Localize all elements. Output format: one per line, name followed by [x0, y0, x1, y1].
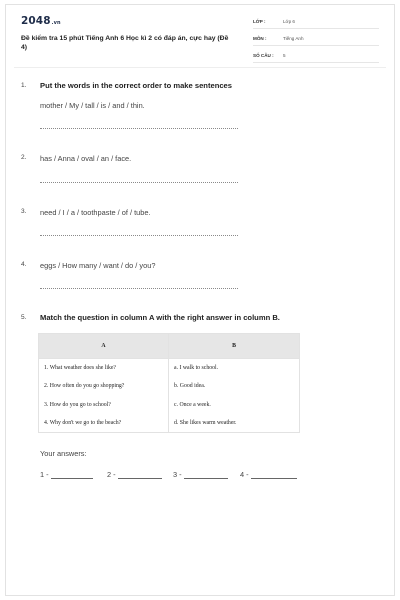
answer-dotted-line[interactable]	[40, 235, 238, 236]
table-row	[39, 359, 300, 378]
meta-value: Lớp 6	[283, 18, 295, 24]
answer-slot-label: 4 -	[240, 470, 249, 479]
answer-dotted-line[interactable]	[40, 128, 238, 129]
question-number: 4.	[21, 261, 27, 268]
header-divider	[14, 67, 386, 68]
question-title: Put the words in the correct order to make sentences	[40, 81, 233, 90]
answer-blank[interactable]	[251, 472, 297, 479]
question-prompt: has / Anna / oval / an / face.	[40, 154, 132, 163]
question-number: 2.	[21, 154, 27, 161]
meta-row-class	[253, 14, 379, 29]
answer-slot-label: 2 -	[107, 470, 116, 479]
meta-value: Tiếng Anh	[283, 35, 304, 41]
answer-blank[interactable]	[51, 472, 93, 479]
column-a-header: A	[39, 334, 169, 359]
table-row	[39, 377, 300, 396]
column-a-cell: 2. How often do you go shopping?	[39, 377, 169, 396]
answer-slot-1[interactable]	[40, 470, 93, 479]
answer-slot-4[interactable]	[240, 470, 297, 479]
your-answers-label: Your answers:	[40, 449, 87, 458]
table-row	[39, 396, 300, 415]
meta-key: MÔN :	[253, 35, 267, 41]
answer-slot-label: 1 -	[40, 470, 49, 479]
meta-row-question-count	[253, 48, 379, 63]
column-a-cell: 1. What weather does she like?	[39, 359, 169, 378]
column-b-header: B	[169, 334, 300, 359]
meta-key: LỚP :	[253, 18, 266, 24]
question-number: 1.	[21, 82, 27, 89]
column-b-cell: d. She likes warm weather.	[169, 414, 300, 433]
matching-table	[38, 333, 300, 433]
question-number: 3.	[21, 208, 27, 215]
answer-slot-2[interactable]	[107, 470, 162, 479]
column-b-cell: a. I walk to school.	[169, 359, 300, 378]
question-prompt: mother / My / tall / is / and / thin.	[40, 101, 145, 110]
meta-row-subject	[253, 31, 379, 46]
answer-slot-label: 3 -	[173, 470, 182, 479]
column-a-cell: 4. Why don't we go to the beach?	[39, 414, 169, 433]
question-number: 5.	[21, 314, 27, 321]
logo-tld: .vn	[51, 20, 61, 26]
answer-blank[interactable]	[184, 472, 228, 479]
question-title: Match the question in column A with the right answer in column B.	[40, 313, 280, 322]
answer-blank[interactable]	[118, 472, 162, 479]
meta-value: 5	[283, 52, 286, 58]
meta-panel	[253, 14, 379, 65]
meta-key: SỐ CÂU :	[253, 52, 274, 58]
answer-dotted-line[interactable]	[40, 182, 238, 183]
document-title: Đề kiểm tra 15 phút Tiếng Anh 6 Học kì 2 có đáp án, cực hay (Đề 4)	[21, 35, 229, 51]
answer-slot-3[interactable]	[173, 470, 228, 479]
column-b-cell: c. Once a week.	[169, 396, 300, 415]
page-frame	[5, 4, 395, 596]
column-b-cell: b. Good idea.	[169, 377, 300, 396]
question-prompt: need / I / a / toothpaste / of / tube.	[40, 208, 151, 217]
table-row	[39, 414, 300, 433]
answer-dotted-line[interactable]	[40, 288, 238, 289]
column-a-cell: 3. How do you go to school?	[39, 396, 169, 415]
table-header-row	[39, 334, 300, 359]
question-prompt: eggs / How many / want / do / you?	[40, 261, 156, 270]
logo-text: 2048	[21, 15, 51, 27]
site-logo[interactable]	[21, 15, 61, 27]
